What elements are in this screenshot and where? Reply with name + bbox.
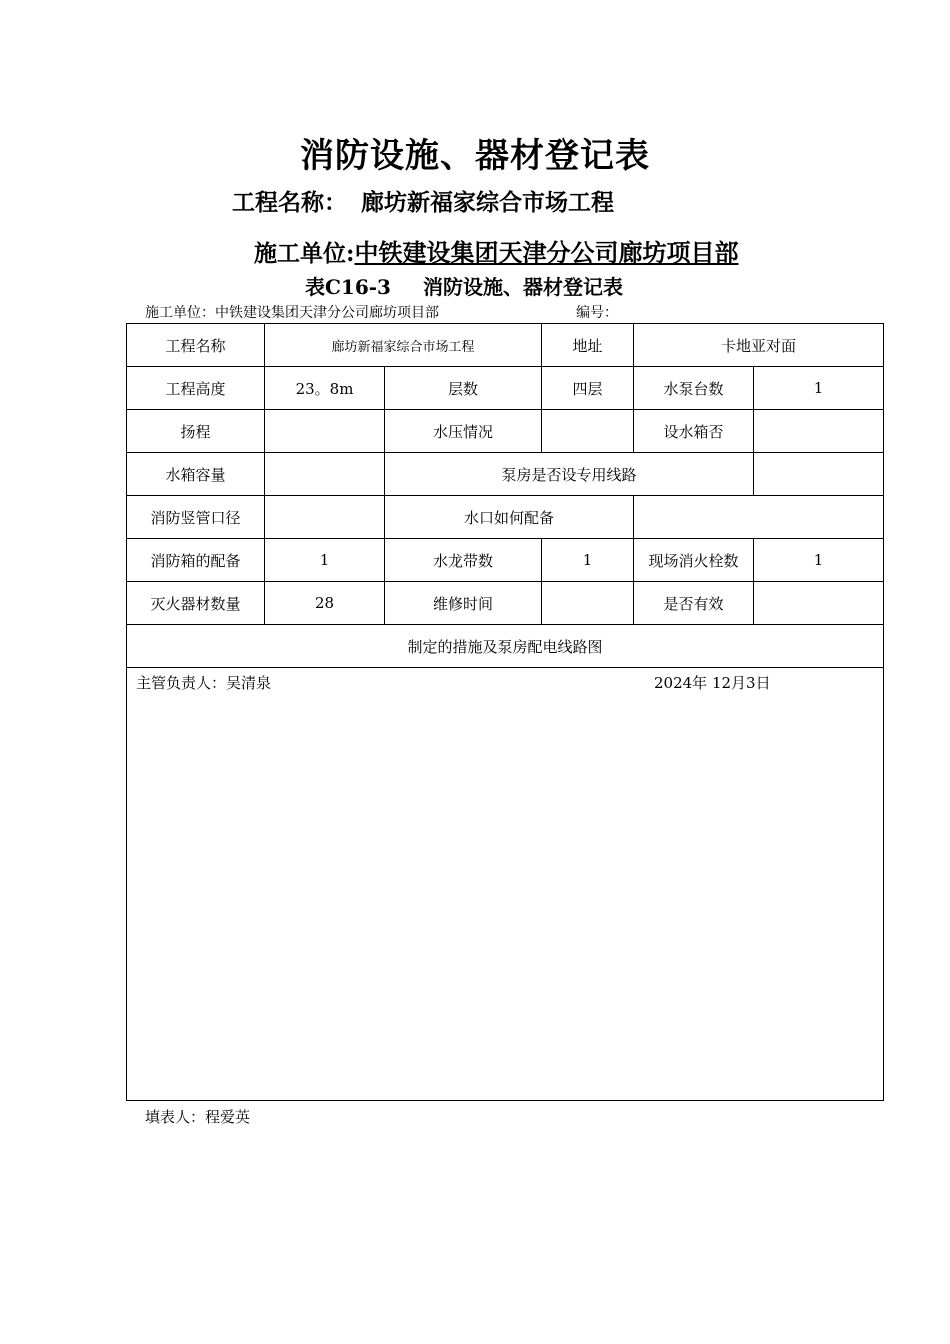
outlet-value-cell (634, 496, 884, 539)
hydrant-value-cell: 1 (754, 539, 884, 582)
table-caption (305, 271, 623, 300)
project-name-value-cell: 廊坊新福家综合市场工程 (265, 324, 542, 367)
lift-value-cell (265, 410, 385, 453)
outlet-label-cell: 水口如何配备 (385, 496, 634, 539)
riser-label-cell: 消防竖管口径 (127, 496, 265, 539)
table-row (127, 410, 884, 453)
pumps-value-cell: 1 (754, 367, 884, 410)
address-label-cell: 地址 (542, 324, 634, 367)
hydrant-label-cell: 现场消火栓数 (634, 539, 754, 582)
hose-value-cell: 1 (542, 539, 634, 582)
tank-value-cell (754, 410, 884, 453)
repair-value-cell (542, 582, 634, 625)
project-name-line (232, 184, 614, 217)
sub-header-number: 编号： (576, 305, 618, 321)
repair-label-cell: 维修时间 (385, 582, 542, 625)
project-name-value: 廊坊新福家综合市场工程 (361, 189, 614, 216)
table-row (127, 668, 884, 1101)
project-name-label-cell: 工程名称 (127, 324, 265, 367)
table-row (127, 324, 884, 367)
project-name-label: 工程名称： (232, 189, 347, 216)
construction-unit-label: 施工单位: (254, 240, 355, 267)
table-name: 消防设施、器材登记表 (422, 275, 623, 299)
height-value-cell: 23。8m (265, 367, 385, 410)
table-row (127, 582, 884, 625)
extinguisher-value-cell: 28 (265, 582, 385, 625)
floors-label-cell: 层数 (385, 367, 542, 410)
dedicated-line-value-cell (754, 453, 884, 496)
fire-box-label-cell: 消防箱的配备 (127, 539, 265, 582)
pumps-label-cell: 水泵台数 (634, 367, 754, 410)
table-code: 表C16-3 (305, 275, 391, 299)
floors-value-cell: 四层 (542, 367, 634, 410)
capacity-value-cell (265, 453, 385, 496)
registration-table (126, 323, 884, 1101)
form-filler: 填表人：程爱英 (145, 1108, 251, 1126)
capacity-label-cell: 水箱容量 (127, 453, 265, 496)
construction-unit-line (254, 233, 739, 268)
pressure-label-cell: 水压情况 (385, 410, 542, 453)
valid-label-cell: 是否有效 (634, 582, 754, 625)
address-value-cell: 卡地亚对面 (634, 324, 884, 367)
responsible-person: 主管负责人：吴清泉 (136, 674, 272, 692)
table-row (127, 453, 884, 496)
page-title: 消防设施、器材登记表 (300, 136, 650, 176)
fire-box-value-cell: 1 (265, 539, 385, 582)
pressure-value-cell (542, 410, 634, 453)
sub-header-unit: 施工单位：中铁建设集团天津分公司廊坊项目部 (145, 305, 439, 321)
measures-label-cell: 制定的措施及泵房配电线路图 (127, 625, 884, 668)
record-date: 2024年 12月3日 (654, 674, 771, 692)
measures-content-cell (127, 668, 884, 1101)
construction-unit-value: 中铁建设集团天津分公司廊坊项目部 (354, 238, 739, 267)
table-row (127, 367, 884, 410)
hose-label-cell: 水龙带数 (385, 539, 542, 582)
table-row (127, 539, 884, 582)
riser-value-cell (265, 496, 385, 539)
tank-label-cell: 设水箱否 (634, 410, 754, 453)
extinguisher-label-cell: 灭火器材数量 (127, 582, 265, 625)
table-row (127, 625, 884, 668)
lift-label-cell: 扬程 (127, 410, 265, 453)
table-row (127, 496, 884, 539)
height-label-cell: 工程高度 (127, 367, 265, 410)
valid-value-cell (754, 582, 884, 625)
dedicated-line-label-cell: 泵房是否设专用线路 (385, 453, 754, 496)
